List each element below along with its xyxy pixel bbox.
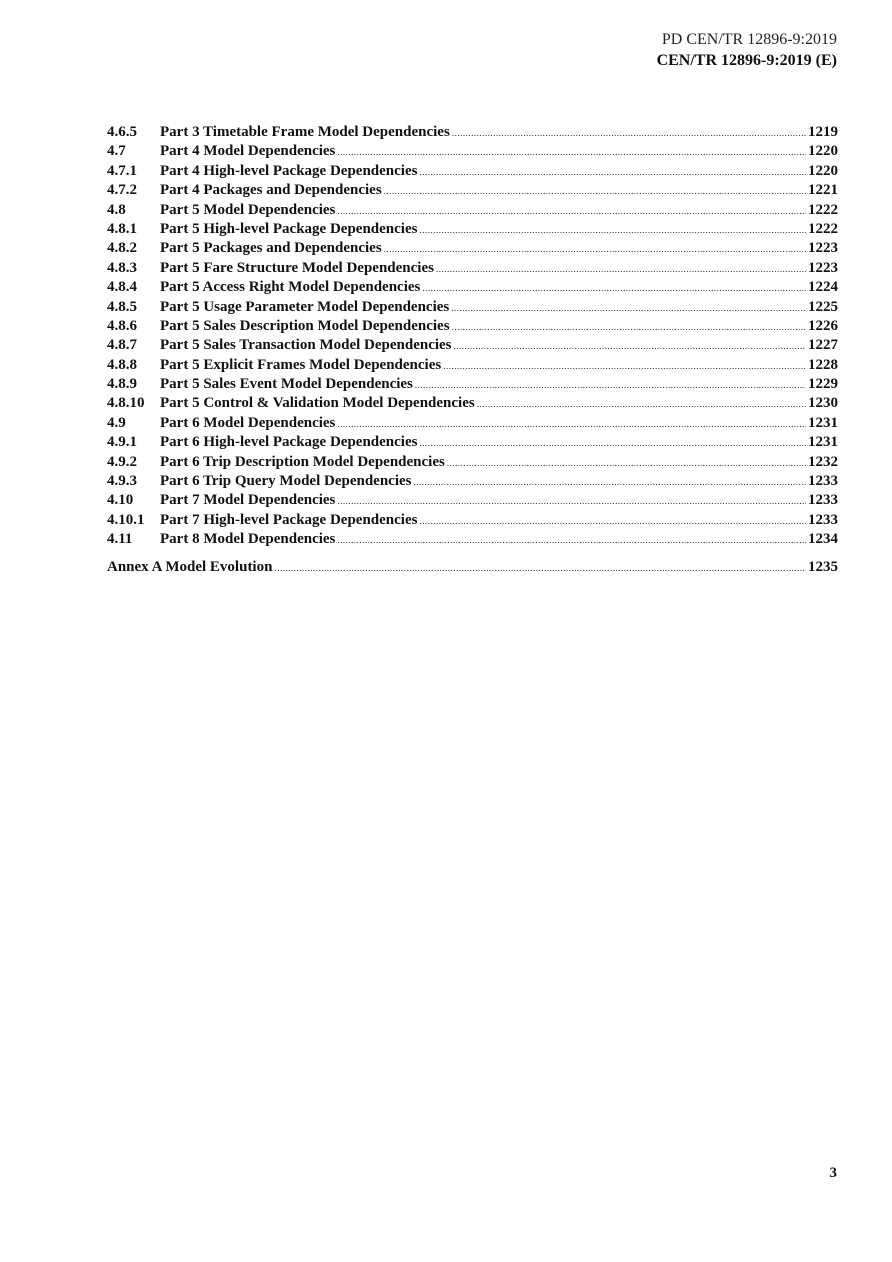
toc-entry[interactable] <box>107 123 838 142</box>
toc-leader-dots <box>477 395 806 414</box>
toc-entry-number: 4.9.3 <box>107 473 137 490</box>
toc-leader-dots <box>451 299 806 318</box>
toc-entry-title: Part 7 Model Dependencies <box>160 492 336 509</box>
toc-entry[interactable] <box>107 201 838 220</box>
toc-entry[interactable] <box>107 472 838 491</box>
toc-entry-title: Part 5 Sales Description Model Dependencies <box>160 317 450 334</box>
toc-leader-dots <box>452 318 806 337</box>
toc-leader-dots <box>274 559 806 578</box>
toc-entry-number: 4.8.1 <box>107 220 137 237</box>
toc-entry-number: 4.8.10 <box>107 395 145 412</box>
toc-entry[interactable] <box>107 298 838 317</box>
toc-entry-page: 1222 <box>808 220 838 237</box>
toc-entry-number: 4.11 <box>107 531 133 548</box>
toc-leader-dots <box>384 240 806 259</box>
toc-entry[interactable] <box>107 162 838 181</box>
document-id: PD CEN/TR 12896-9:2019 <box>661 31 837 48</box>
toc-entry-number: 4.10 <box>107 492 134 509</box>
toc-entry[interactable] <box>107 414 838 433</box>
toc-entry-page: 1234 <box>808 531 838 548</box>
toc-entry[interactable] <box>107 220 838 239</box>
toc-entry-title: Part 5 High-level Package Dependencies <box>160 220 418 237</box>
toc-leader-dots <box>419 434 806 453</box>
toc-entry-page: 1227 <box>808 337 838 354</box>
toc-entry-page: 1222 <box>808 201 838 218</box>
toc-entry-title: Part 5 Usage Parameter Model Dependencies <box>160 298 450 315</box>
toc-entry-title: Part 4 High-level Package Dependencies <box>160 162 418 179</box>
toc-leader-dots <box>384 182 806 201</box>
toc-entry-title: Part 8 Model Dependencies <box>160 531 336 548</box>
toc-entry-page: 1228 <box>808 356 838 373</box>
toc-entry-title: Part 6 Trip Description Model Dependencies <box>160 453 445 470</box>
toc-entry[interactable] <box>107 278 838 297</box>
toc-entry-number: 4.10.1 <box>107 511 145 528</box>
toc-leader-dots <box>419 163 806 182</box>
toc-entry-page: 1233 <box>808 473 838 490</box>
toc-entry-page: 1233 <box>808 511 838 528</box>
toc-leader-dots <box>337 202 806 221</box>
toc-entry-title: Part 5 Fare Structure Model Dependencies <box>160 259 434 276</box>
toc-entry-page: 1223 <box>808 259 838 276</box>
toc-entry[interactable] <box>107 375 838 394</box>
toc-entry-title: Part 5 Access Right Model Dependencies <box>160 279 421 296</box>
toc-entry-page: 1225 <box>808 298 838 315</box>
toc-entry-title: Annex A Model Evolution <box>107 558 273 575</box>
toc-entry-title: Part 4 Model Dependencies <box>160 143 336 160</box>
toc-entry-title: Part 4 Packages and Dependencies <box>160 182 382 199</box>
toc-entry[interactable] <box>107 394 838 413</box>
toc-entry-number: 4.8.2 <box>107 240 137 257</box>
toc-entry-title: Part 6 Trip Query Model Dependencies <box>160 473 412 490</box>
toc-entry-page: 1229 <box>808 376 838 393</box>
toc-leader-dots <box>337 492 806 511</box>
toc-leader-dots <box>422 279 806 298</box>
toc-entry[interactable] <box>107 142 838 161</box>
toc-entry-page: 1233 <box>808 492 838 509</box>
toc-leader-dots <box>452 124 806 143</box>
toc-entry-page: 1230 <box>808 395 838 412</box>
toc-entry[interactable] <box>107 453 838 472</box>
toc-entry-page: 1223 <box>808 240 838 257</box>
toc-entry-number: 4.9.2 <box>107 453 137 470</box>
toc-entry-number: 4.9.1 <box>107 434 137 451</box>
toc-entry-page: 1235 <box>808 558 838 575</box>
toc-entry-number: 4.8.3 <box>107 259 137 276</box>
toc-entry[interactable] <box>107 491 838 510</box>
document-id-english: CEN/TR 12896-9:2019 (E) <box>656 52 837 69</box>
toc-entry-title: Part 5 Sales Event Model Dependencies <box>160 376 413 393</box>
toc-entry-number: 4.8.6 <box>107 317 137 334</box>
toc-leader-dots <box>419 221 806 240</box>
toc-entry-title: Part 3 Timetable Frame Model Dependencies <box>160 124 450 140</box>
toc-entry-number: 4.8.7 <box>107 337 137 354</box>
toc-entry[interactable] <box>107 530 838 549</box>
toc-leader-dots <box>436 260 806 279</box>
toc-entry[interactable] <box>107 317 838 336</box>
toc-entry[interactable] <box>107 259 838 278</box>
toc-entry-number: 4.6.5 <box>107 124 137 140</box>
toc-entry-page: 1232 <box>808 453 838 470</box>
toc-entry-title: Part 5 Model Dependencies <box>160 201 336 218</box>
toc-entry-title: Part 5 Sales Transaction Model Dependencies <box>160 337 452 354</box>
toc-entry[interactable] <box>107 433 838 452</box>
toc-leader-dots <box>443 357 806 376</box>
toc-leader-dots <box>337 143 806 162</box>
toc-entry-title: Part 7 High-level Package Dependencies <box>160 511 418 528</box>
toc-entries <box>107 123 838 550</box>
toc-entry[interactable] <box>107 181 838 200</box>
toc-entry-page: 1224 <box>808 279 838 296</box>
toc-leader-dots <box>454 337 806 356</box>
toc-entry-number: 4.8.8 <box>107 356 137 373</box>
toc-entry[interactable] <box>107 336 838 355</box>
page-header <box>657 30 837 72</box>
toc-entry-title: Part 5 Explicit Frames Model Dependencies <box>160 356 442 373</box>
toc-entry-number: 4.7.2 <box>107 182 137 199</box>
toc-entry-page: 1220 <box>808 143 838 160</box>
toc-entry-page: 1231 <box>808 414 838 431</box>
toc-entry-page: 1226 <box>808 317 838 334</box>
toc-entry-title: Part 6 Model Dependencies <box>160 414 336 431</box>
toc-entry[interactable] <box>107 511 838 530</box>
toc-entry-title: Part 5 Packages and Dependencies <box>160 240 382 257</box>
page-number: 3 <box>829 1165 837 1181</box>
toc-entry-number: 4.9 <box>107 414 126 431</box>
toc-entry-number: 4.7 <box>107 143 126 160</box>
toc-leader-dots <box>415 376 806 395</box>
toc-entry[interactable] <box>107 356 838 375</box>
toc-leader-dots <box>447 454 806 473</box>
toc-entry[interactable] <box>107 239 838 258</box>
toc-entry-page: 1231 <box>808 434 838 451</box>
toc-entry-number: 4.7.1 <box>107 162 137 179</box>
toc-leader-dots <box>337 415 806 434</box>
table-of-contents <box>107 123 838 577</box>
toc-entry-page: 1219 <box>808 124 838 140</box>
toc-entry-number: 4.8 <box>107 201 126 218</box>
toc-entry-page: 1221 <box>808 182 838 199</box>
toc-leader-dots <box>414 473 807 492</box>
toc-entry-number: 4.8.9 <box>107 376 137 393</box>
toc-entry-page: 1220 <box>808 162 838 179</box>
toc-leader-dots <box>337 531 806 550</box>
toc-entry-annex-a[interactable] <box>107 558 838 577</box>
toc-entry-title: Part 5 Control & Validation Model Dependencies <box>160 395 475 412</box>
toc-entry-number: 4.8.4 <box>107 279 137 296</box>
toc-leader-dots <box>419 512 806 531</box>
toc-entry-number: 4.8.5 <box>107 298 137 315</box>
toc-entry-title: Part 6 High-level Package Dependencies <box>160 434 418 451</box>
